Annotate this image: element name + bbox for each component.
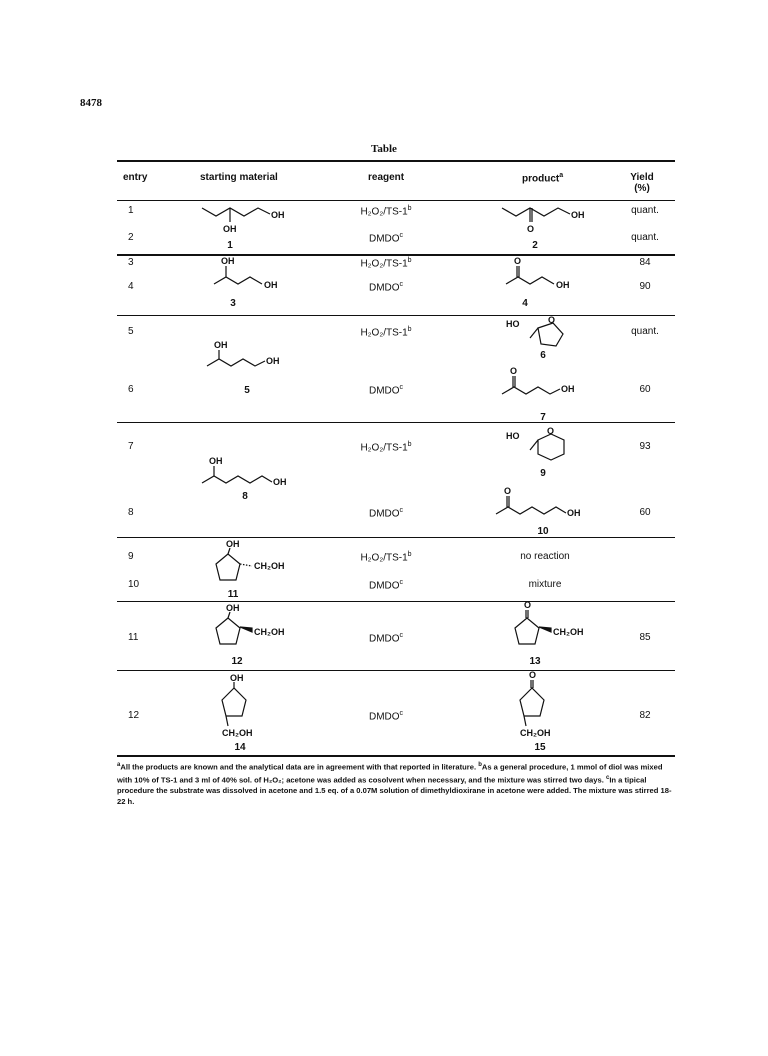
entry-number: 5 (128, 326, 134, 337)
atom-label: O (548, 315, 556, 325)
entry-number: 1 (128, 205, 134, 216)
footnote-c: In a tipical procedure the substrate was dissolved in acetone and 1.5 eq. of a 0.07M solution of dimethyldioxirane in acetone were added. The mixture was stirred 18-22 h. (117, 775, 672, 806)
structure-compound-1 (198, 204, 298, 244)
header-product-label: product (522, 173, 560, 185)
entry-number: 9 (128, 551, 134, 562)
header-reagent: reagent (368, 172, 405, 183)
structure-compound-12 (206, 604, 296, 652)
yield-value: 85 (639, 632, 651, 643)
atom-label: OH (223, 224, 237, 234)
table-title: Table (371, 143, 397, 155)
page-number: 8478 (80, 97, 102, 109)
structure-compound-6 (508, 314, 588, 354)
header-yield-label: Yield (630, 172, 654, 183)
atom-label: OH (209, 456, 223, 466)
product-text: mixture (528, 579, 562, 590)
atom-label: OH (567, 508, 581, 518)
row-rule (117, 315, 675, 316)
structure-compound-4 (504, 258, 584, 298)
reagent-cell (336, 710, 436, 722)
atom-label: CH₂OH (222, 728, 253, 738)
atom-label: OH (271, 210, 285, 220)
table-bottom-rule (117, 755, 675, 757)
structure-compound-13 (505, 600, 595, 652)
atom-label: OH (264, 280, 278, 290)
compound-number: 11 (227, 589, 239, 600)
yield-value: 60 (639, 384, 651, 395)
atom-label: O (529, 670, 537, 680)
header-entry: entry (123, 172, 148, 183)
reagent-cell (336, 257, 436, 269)
entry-number: 11 (128, 632, 139, 643)
footnote-mark: c (399, 632, 404, 639)
header-product (522, 172, 563, 184)
entry-number: 2 (128, 232, 134, 243)
footnote-mark: b (407, 205, 412, 212)
footnote-mark: c (399, 232, 404, 239)
row-rule (117, 670, 675, 671)
compound-number: 12 (231, 656, 243, 667)
structure-compound-14 (208, 674, 288, 738)
footnote-mark: b (407, 441, 412, 448)
compound-number: 10 (537, 526, 549, 537)
structure-compound-15 (506, 670, 586, 738)
compound-number: 7 (540, 412, 546, 423)
compound-number: 13 (529, 656, 541, 667)
footnote-mark: a (559, 172, 564, 179)
footnote-b: As a general procedure, 1 mmol of diol was mixed with 10% of TS-1 and 3 ml of 40% sol. of H₂O₂; acetone was added as cosolvent when necessary, and the mixture was stirred two days. (117, 762, 663, 785)
reagent-cell (336, 441, 436, 453)
atom-label: HO (506, 431, 520, 441)
entry-number: 8 (128, 507, 134, 518)
structure-compound-9 (508, 426, 588, 470)
product-text: no reaction (520, 551, 570, 562)
structure-compound-10 (494, 486, 594, 526)
entry-number: 6 (128, 384, 134, 395)
atom-label: O (547, 426, 555, 436)
table-footnotes (117, 760, 679, 807)
footnote-mark: c (399, 281, 404, 288)
reagent-cell (336, 579, 436, 591)
compound-number: 6 (540, 350, 546, 361)
reagent-cell (336, 384, 436, 396)
reagent-name: DMDO (368, 633, 400, 645)
structure-compound-2 (498, 204, 598, 244)
header-starting-material: starting material (200, 172, 278, 183)
structure-compound-8 (200, 455, 300, 495)
reagent-cell (336, 281, 436, 293)
structure-compound-3 (212, 258, 292, 298)
yield-value: quant. (631, 232, 659, 243)
atom-label: OH (230, 673, 244, 683)
footnote-mark: c (605, 775, 610, 782)
compound-number: 15 (534, 742, 546, 753)
compound-number: 2 (532, 240, 538, 251)
footnote-mark: b (478, 762, 482, 768)
reagent-name: H₂O₂/TS-1 (360, 258, 408, 270)
atom-label: HO (506, 319, 520, 329)
reagent-name: H₂O₂/TS-1 (360, 327, 408, 339)
compound-number: 3 (230, 298, 236, 309)
yield-value: quant. (631, 205, 659, 216)
yield-value: 84 (639, 257, 651, 268)
atom-label: OH (266, 356, 280, 366)
reagent-name: DMDO (368, 580, 400, 592)
row-rule (117, 422, 675, 423)
footnote-mark: c (399, 579, 404, 586)
compound-number: 4 (522, 298, 528, 309)
row-rule (117, 254, 675, 256)
compound-number: 5 (244, 385, 250, 396)
reagent-cell (336, 326, 436, 338)
atom-label: OH (226, 539, 240, 549)
atom-label: CH₂OH (254, 627, 285, 637)
reagent-cell (336, 551, 436, 563)
yield-value: 90 (639, 281, 651, 292)
footnote-mark: a (117, 762, 121, 768)
entry-number: 4 (128, 281, 134, 292)
atom-label: OH (273, 477, 287, 487)
entry-number: 3 (128, 257, 134, 268)
header-yield-unit: (%) (634, 183, 650, 194)
atom-label: O (524, 600, 532, 610)
atom-label: OH (214, 340, 228, 350)
footnote-mark: c (399, 710, 404, 717)
reagent-name: DMDO (368, 233, 400, 245)
reagent-cell (336, 507, 436, 519)
atom-label: OH (226, 603, 240, 613)
atom-label: CH₂OH (553, 627, 584, 637)
reagent-cell (336, 232, 436, 244)
entry-number: 10 (128, 579, 140, 590)
yield-value: 93 (639, 441, 651, 452)
footnote-mark: c (399, 384, 404, 391)
yield-value: quant. (631, 326, 659, 337)
atom-label: OH (571, 210, 585, 220)
reagent-name: H₂O₂/TS-1 (360, 552, 408, 564)
compound-number: 9 (540, 468, 546, 479)
compound-number: 14 (234, 742, 246, 753)
header-rule (117, 200, 675, 201)
footnote-mark: b (407, 551, 412, 558)
footnote-mark: b (407, 326, 412, 333)
reagent-name: DMDO (368, 508, 400, 520)
structure-compound-5 (205, 340, 295, 380)
yield-value: 82 (639, 710, 651, 721)
atom-label: O (504, 486, 512, 496)
structure-compound-11 (206, 540, 296, 588)
reagent-name: H₂O₂/TS-1 (360, 206, 408, 218)
atom-label: O (510, 366, 518, 376)
compound-number: 8 (242, 491, 248, 502)
table-top-rule (117, 160, 675, 162)
structure-compound-7 (500, 366, 590, 406)
atom-label: OH (221, 256, 235, 266)
entry-number: 7 (128, 441, 134, 452)
reagent-name: DMDO (368, 711, 400, 723)
atom-label: O (514, 256, 522, 266)
footnote-a: All the products are known and the analytical data are in agreement with that reported in literature. (120, 762, 477, 772)
footnote-mark: b (407, 257, 412, 264)
atom-label: OH (556, 280, 570, 290)
reagent-name: H₂O₂/TS-1 (360, 442, 408, 454)
atom-label: OH (561, 384, 575, 394)
entry-number: 12 (128, 710, 140, 721)
atom-label: CH₂OH (254, 561, 285, 571)
footnote-mark: c (399, 507, 404, 514)
row-rule (117, 601, 675, 602)
atom-label: CH₂OH (520, 728, 551, 738)
row-rule (117, 537, 675, 538)
yield-value: 60 (639, 507, 651, 518)
reagent-name: DMDO (368, 385, 400, 397)
header-yield (622, 172, 662, 194)
reagent-name: DMDO (368, 282, 400, 294)
compound-number: 1 (227, 240, 233, 251)
reagent-cell (336, 632, 436, 644)
atom-label: O (527, 224, 535, 234)
reagent-cell (336, 205, 436, 217)
